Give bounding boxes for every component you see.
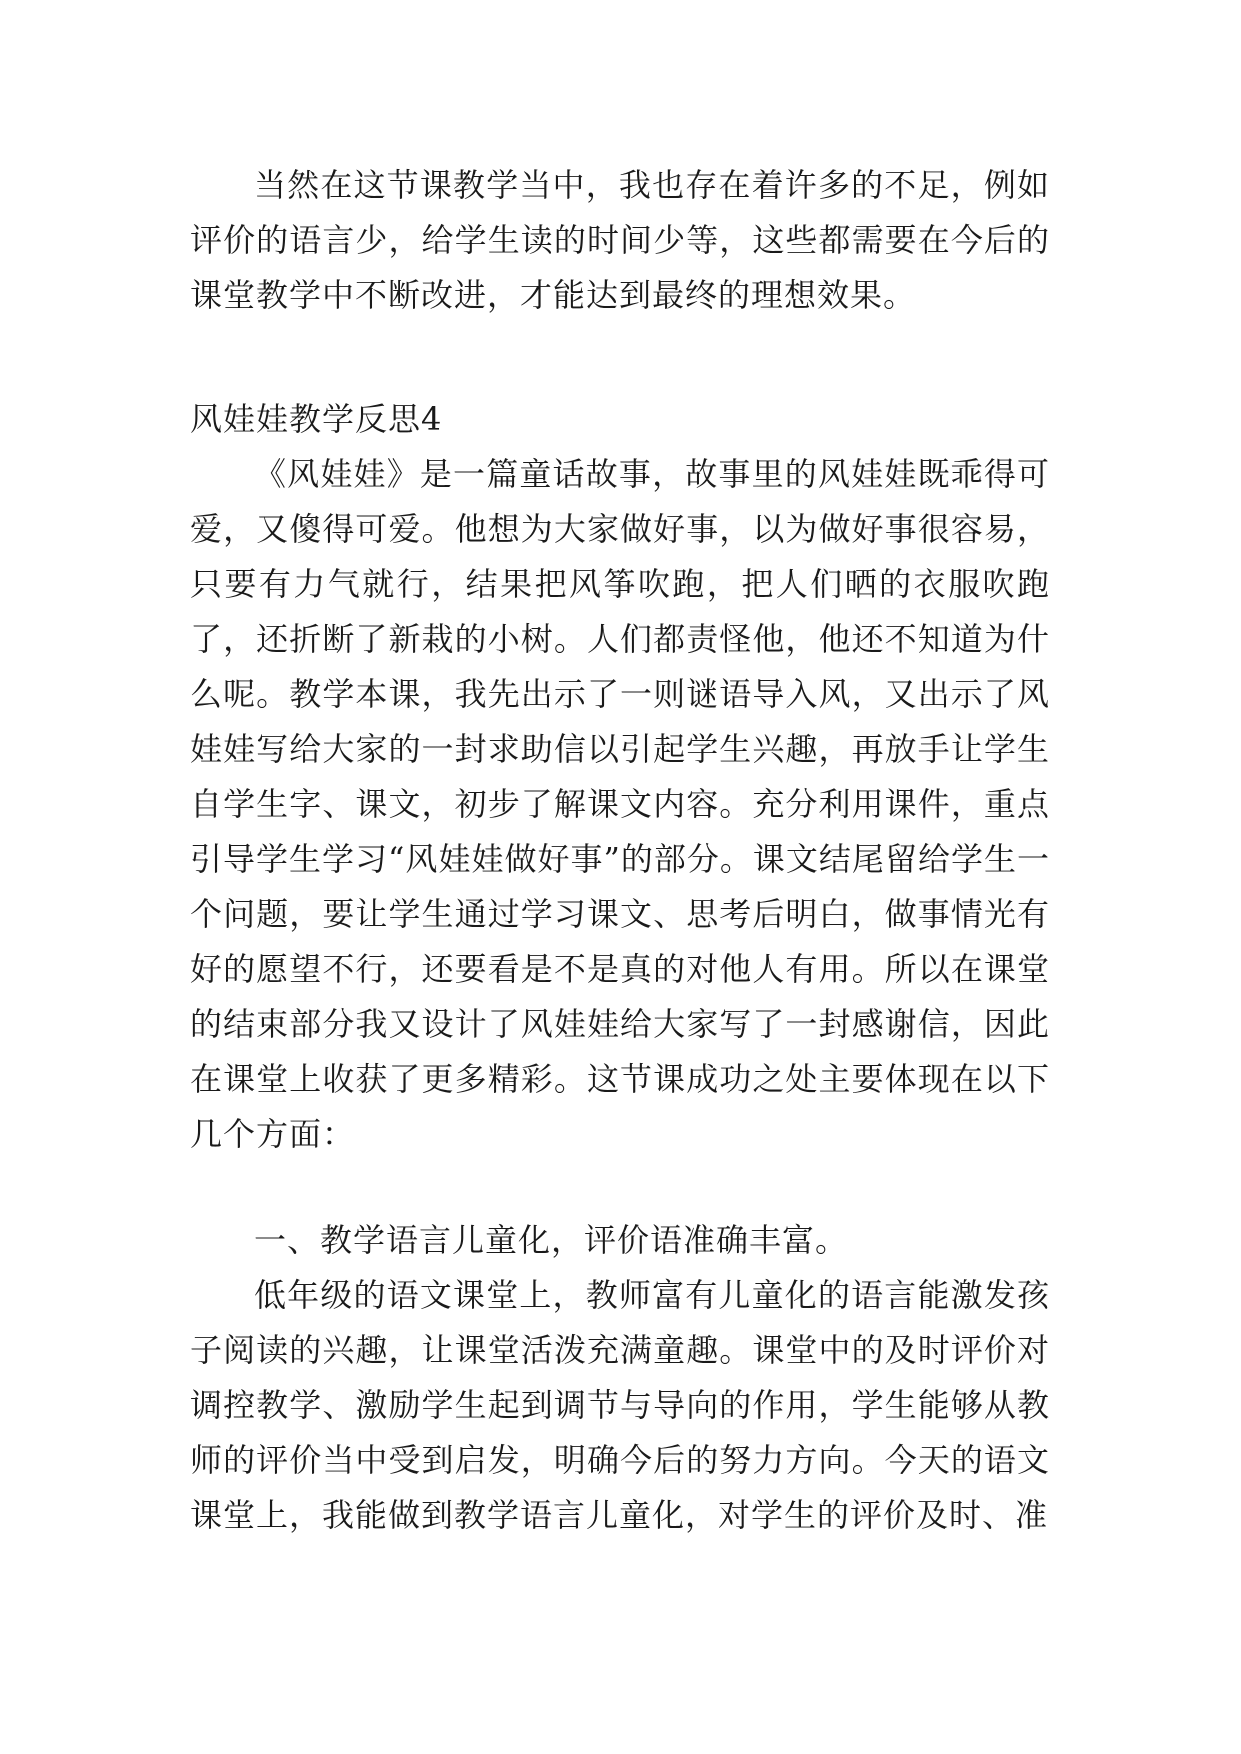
paragraph-lesson-overview: 《风娃娃》是一篇童话故事，故事里的风娃娃既乖得可爱，又傻得可爱。他想为大家做好事，以为做好事很容易，只要有力气就行，结果把风筝吹跑，把人们晒的衣服吹跑了，还折断了新栽的小树。人们都责怪他，他还不知道为什么呢。教学本课，我先出示了一则谜语导入风，又出示了风娃娃写给大家的一封求助信以引起学生兴趣，再放手让学生自学生字、课文，初步了解课文内容。充分利用课件，重点引导学生学习“风娃娃做好事”的部分。课文结尾留给学生一个问题，要让学生通过学习课文、思考后明白，做事情光有好的愿望不行，还要看是不是真的对他人有用。所以在课堂的结束部分我又设计了风娃娃给大家写了一封感谢信，因此在课堂上收获了更多精彩。这节课成功之处主要体现在以下几个方面：: [190, 455, 1050, 1153]
paragraph-child-language: 低年级的语文课堂上，教师富有儿童化的语言能激发孩子阅读的兴趣，让课堂活泼充满童趣。课堂中的及时评价对调控教学、激励学生起到调节与导向的作用，学生能够从教师的评价当中受到启发，明确今后的努力方向。今天的语文课堂上，我能做到教学语言儿童化，对学生的评价及时、准: [190, 1276, 1050, 1534]
paragraph-shortcomings: 当然在这节课教学当中，我也存在着许多的不足，例如评价的语言少，给学生读的时间少等，这些都需要在今后的课堂教学中不断改进，才能达到最终的理想效果。: [190, 166, 1050, 314]
section-title: 风娃娃教学反思4: [190, 400, 443, 438]
point-heading-1: 一、教学语言儿童化，评价语准确丰富。: [254, 1221, 849, 1259]
